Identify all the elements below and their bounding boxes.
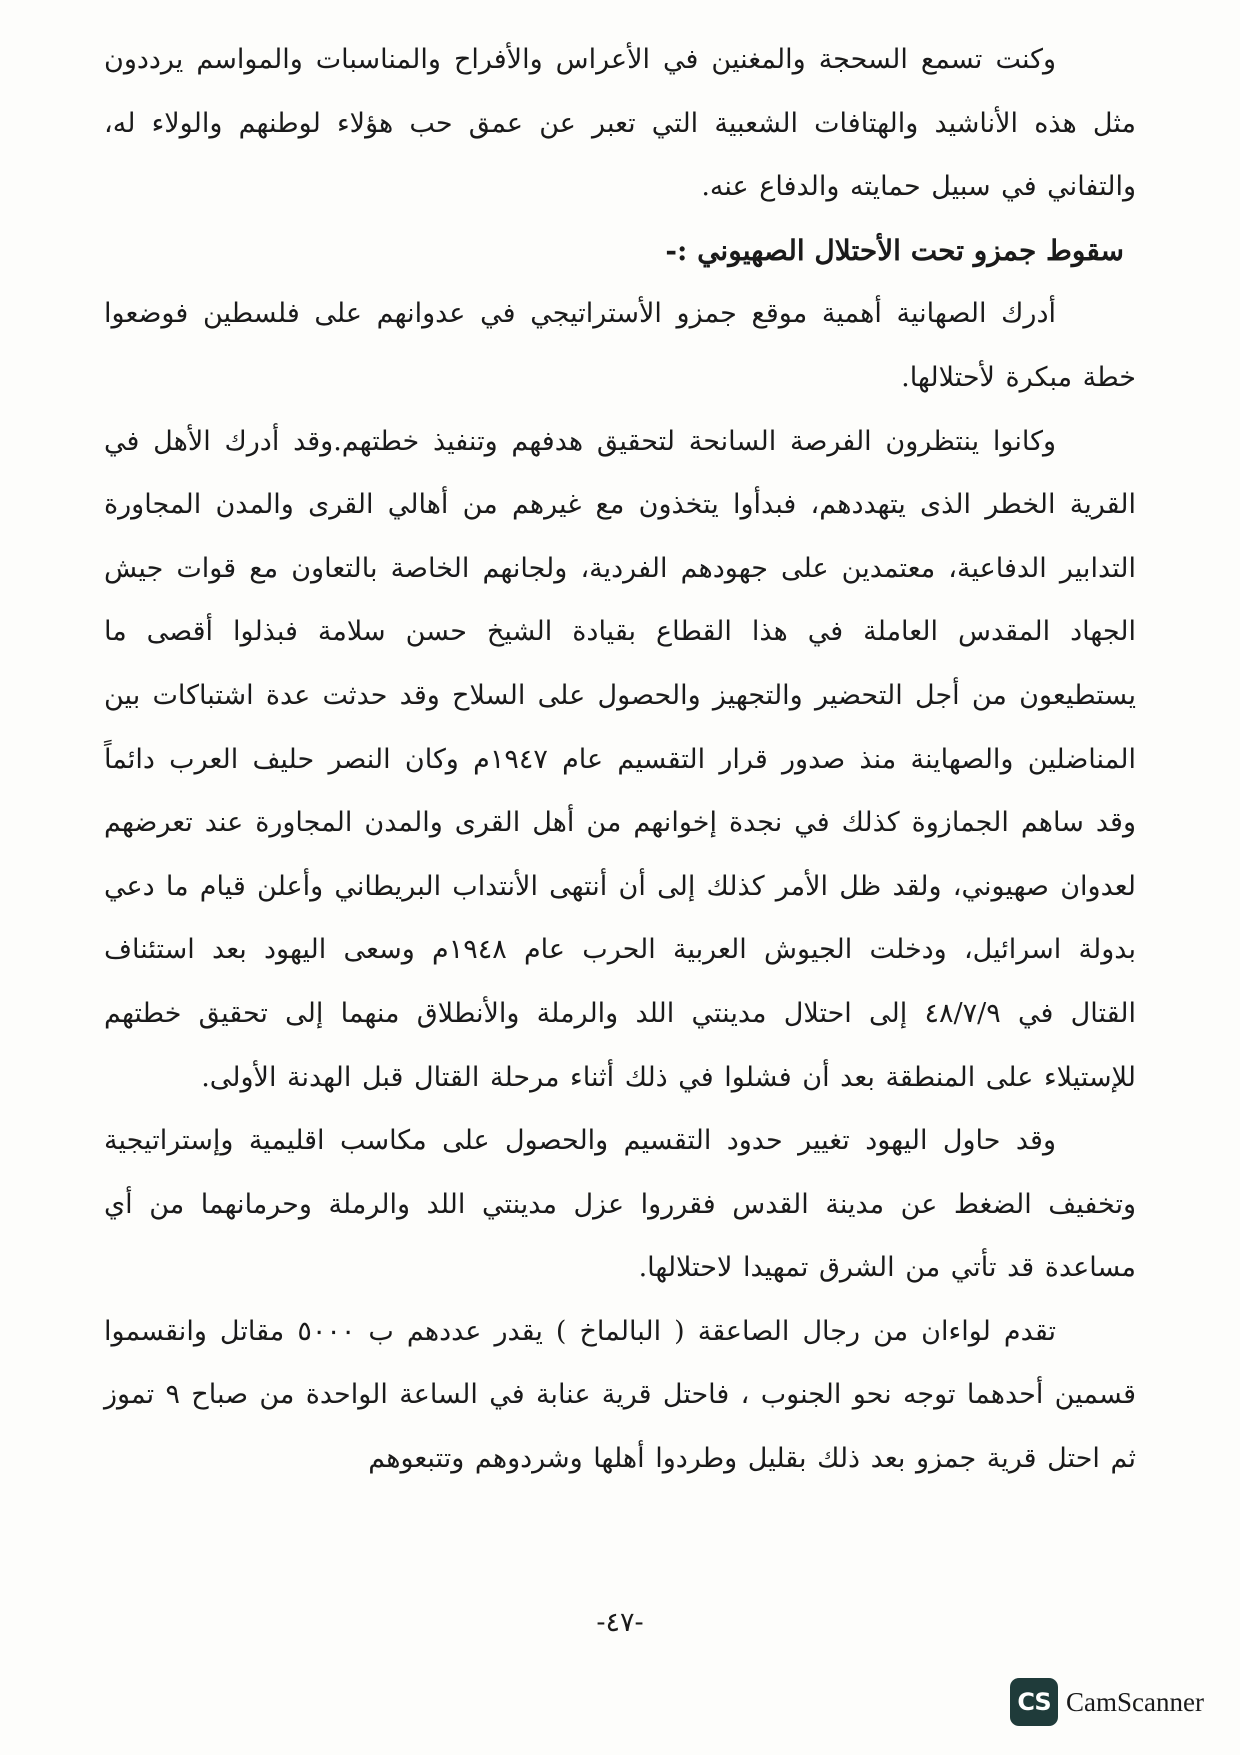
paragraph-strategic-importance: أدرك الصهانية أهمية موقع جمزو الأستراتيجي في عدوانهم على فلسطين فوضعوا خطة مبكرة لأحتلالها. — [104, 298, 1136, 393]
paragraph-palmach-advance: تقدم لواءان من رجال الصاعقة ( البالماخ ) يقدر عددهم ب ٥٠٠٠ مقاتل وانقسموا قسمين أحدهما توجه نحو الجنوب ، فاحتل قرية عنابة في الساعة الواحدة من صباح ٩ تموز ثم احتل قرية جمزو بعد ذلك بقليل وطردوا أهلها وشردوهم وتتبعوهم — [104, 1315, 1136, 1475]
camscanner-brand-text: CamScanner — [1066, 1686, 1204, 1717]
section-heading: سقوط جمزو تحت الأحتلال الصهيوني :- — [665, 233, 1124, 267]
page-number: -٤٧- — [596, 1607, 644, 1638]
paragraph-partition-attempt: وقد حاول اليهود تغيير حدود التقسيم والحصول على مكاسب اقليمية وإستراتيجية وتخفيف الضغط عن مدينة القدس فقرروا عزل مدينتي اللد والرملة وحرمانهما من أي مساعدة قد تأتي من الشرق تمهيدا لاحتلالها. — [104, 1125, 1136, 1284]
camscanner-watermark — [1010, 1677, 1204, 1727]
paragraph-defense-preparations: وكانوا ينتظرون الفرصة السانحة لتحقيق هدفهم وتنفيذ خطتهم.وقد أدرك الأهل في القرية الخطر الذى يتهددهم، فبدأوا يتخذون مع غيرهم من أهالي القرى والمدن المجاورة التدابير الدفاعية، معتمدين على جهودهم الفردية، ولجانهم الخاصة بالتعاون مع قوات جيش الجهاد المقدس العاملة في هذا القطاع بقيادة الشيخ حسن سلامة فبذلوا أقصى ما يستطيعون من أجل التحضير والتجهيز والحصول على السلاح وقد حدثت عدة اشتباكات بين المناضلين والصهاينة منذ صدور قرار التقسيم عام ١٩٤٧م وكان النصر حليف العرب دائماً وقد ساهم الجمازوة كذلك في نجدة إخوانهم من أهل القرى والمدن المجاورة عند تعرضهم لعدوان صهيوني، ولقد ظل الأمر كذلك إلى أن أنتهى الأنتداب البريطاني وأعلن قيام ما دعي بدولة اسرائيل، ودخلت الجيوش العربية الحرب عام ١٩٤٨م وسعى اليهود بعد استئناف القتال في ٤٨/٧/٩ إلى احتلال مدينتي اللد والرملة والأنطلاق منهما إلى تحقيق خطتهم للإستيلاء على المنطقة بعد أن فشلوا في ذلك أثناء مرحلة القتال قبل الهدنة الأولى. — [104, 425, 1136, 1093]
paragraph-folk-songs: وكنت تسمع السحجة والمغنين في الأعراس والأفراح والمناسبات والمواسم يرددون مثل هذه الأناشيد والهتافات الشعبية التي تعبر عن عمق حب هؤلاء لوطنهم والولاء له، والتفاني في سبيل حمايته والدفاع عنه. — [104, 44, 1136, 203]
page-body — [104, 28, 1136, 1491]
camscanner-logo-icon: CS — [1010, 1678, 1058, 1726]
